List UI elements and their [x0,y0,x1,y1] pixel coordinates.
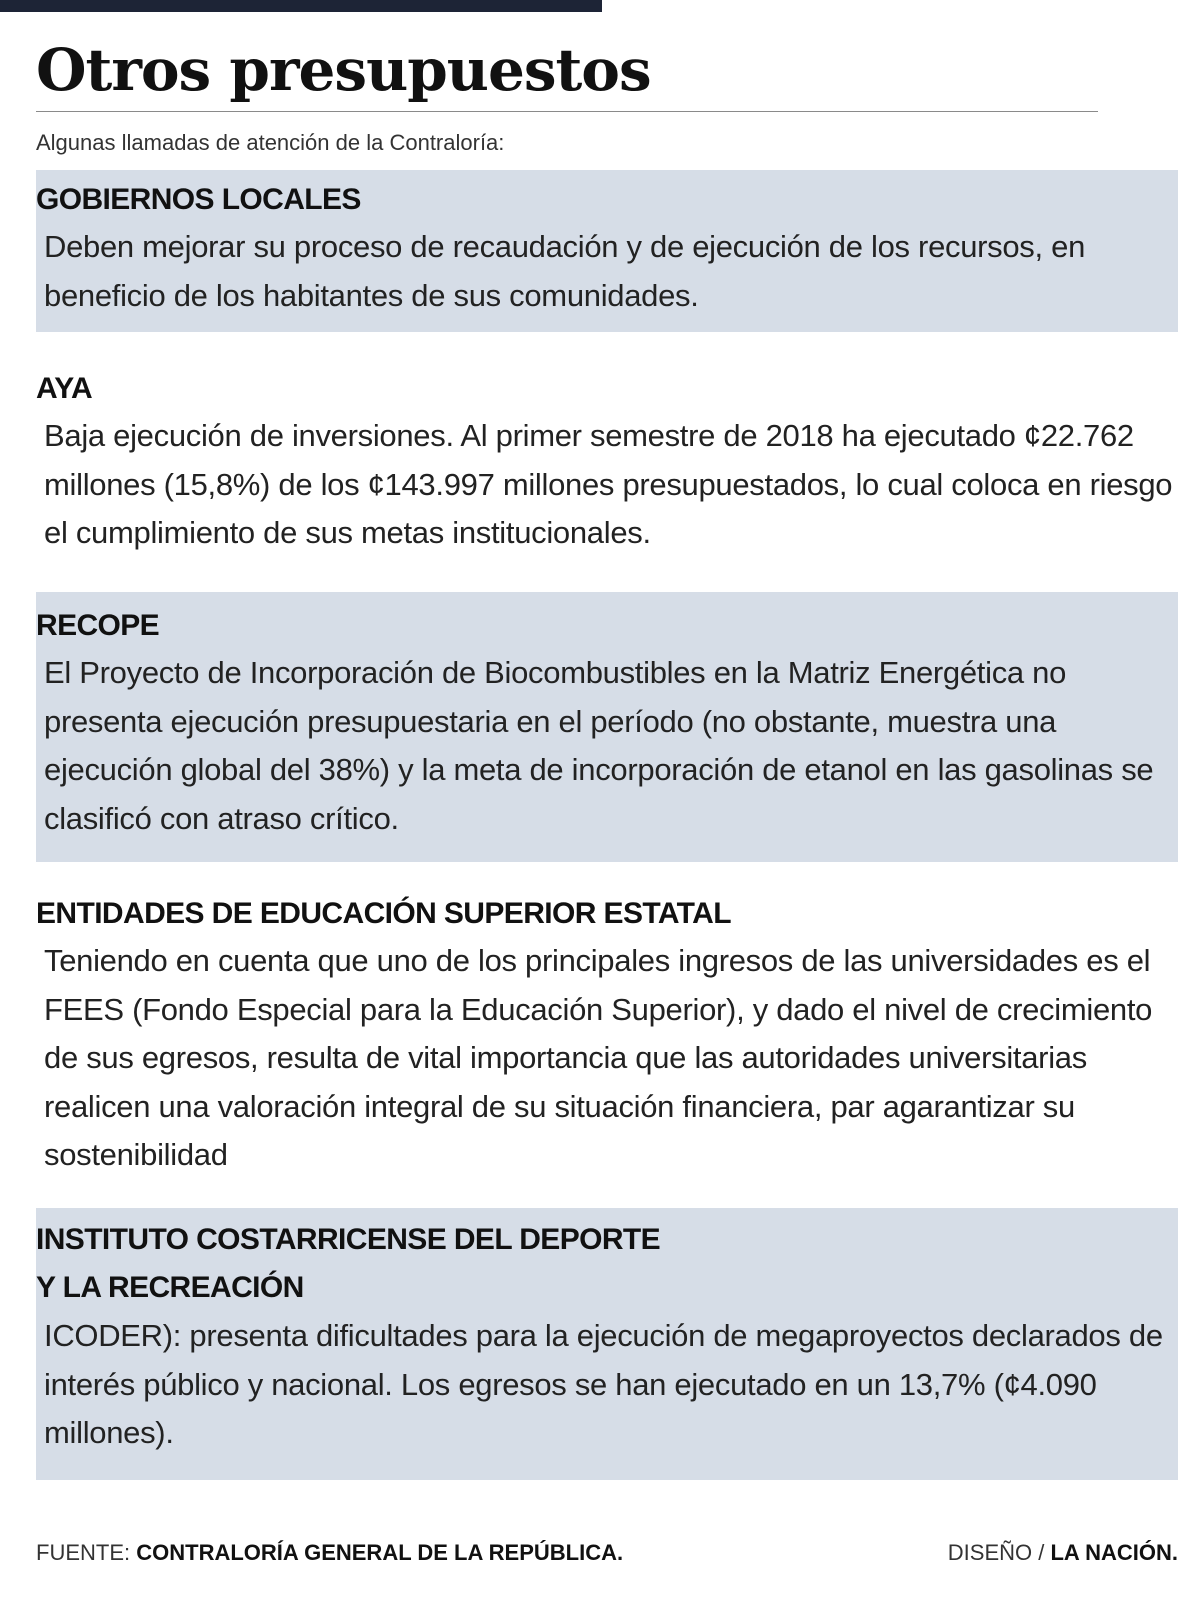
section-gobiernos-locales [36,170,1178,332]
top-accent-bar [0,0,602,12]
footer-design [948,1538,1178,1568]
footer-design-value: LA NACIÓN. [1050,1540,1178,1565]
page-title: Otros presupuestos [36,36,651,104]
footer [36,1538,1178,1568]
footer-source-value: CONTRALORÍA GENERAL DE LA REPÚBLICA. [136,1540,624,1565]
section-heading: ENTIDADES DE EDUCACIÓN SUPERIOR ESTATAL [36,897,731,930]
section-body: Deben mejorar su proceso de recaudación y de ejecución de los recursos, en beneficio de los habitantes de sus comunidades. [44,229,1086,313]
footer-design-label: DISEÑO / [947,1540,1045,1565]
footer-source-label: FUENTE: [36,1540,131,1565]
section-heading-line-2: Y LA RECREACIÓN [36,1271,304,1304]
section-recope [36,592,1178,862]
section-heading: RECOPE [36,609,160,642]
page-subtitle: Algunas llamadas de atención de la Contraloría: [36,130,505,155]
section-body: Baja ejecución de inversiones. Al primer semestre de 2018 ha ejecutado ¢22.762 millones (15,8%) de los ¢143.997 millones presupuestados, lo cual coloca en riesgo el cumplimiento de sus metas institucionales. [44,418,1173,550]
section-aya [36,360,1178,560]
section-heading: AYA [36,372,93,405]
section-educacion-superior [36,890,1178,1180]
section-body: El Proyecto de Incorporación de Biocombustibles en la Matriz Energética no presenta ejecución presupuestaria en el período (no obstante, muestra una ejecución global del 38%) y la meta de incorporación de etanol en las gasolinas se clasificó con atraso crítico. [44,655,1154,836]
section-heading: GOBIERNOS LOCALES [36,183,361,216]
section-body: Teniendo en cuenta que uno de los principales ingresos de las universidades es el FEES (Fondo Especial para la Educación Superior), y dado el nivel de crecimiento de sus egresos, resulta de vital importancia que las autoridades universitarias realicen una valoración integral de su situación financiera, par agarantizar su sostenibilidad [44,943,1153,1172]
title-divider [36,111,1098,112]
section-heading-line-1: INSTITUTO COSTARRICENSE DEL DEPORTE [36,1223,661,1256]
section-icoder [36,1208,1178,1480]
section-body: ICODER): presenta dificultades para la ejecución de megaproyectos declarados de interés público y nacional. Los egresos se han ejecutado en un 13,7% (¢4.090 millones). [44,1318,1163,1450]
footer-source [36,1538,623,1568]
